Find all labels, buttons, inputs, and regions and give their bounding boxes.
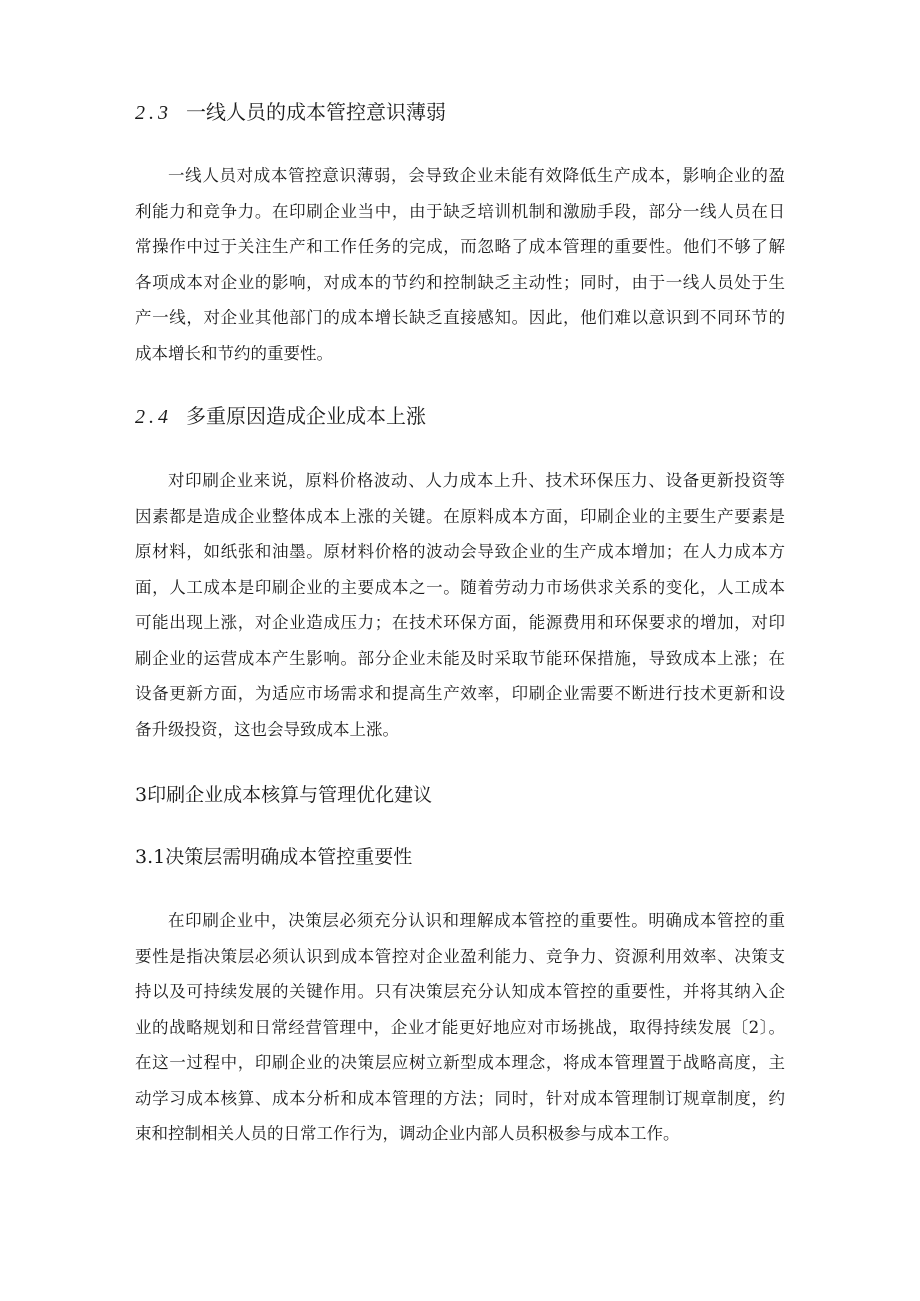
- section-title: 3.1决策层需明确成本管控重要性: [135, 846, 413, 868]
- text-line: 备升级投资，这也会导致成本上涨。: [135, 719, 399, 739]
- section-3-heading: [135, 781, 432, 809]
- text-line: 持以及可持续发展的关键作用。只有决策层充分认知成本管控的重要性，并将其纳入企: [135, 982, 785, 1001]
- text-line: 在这一过程中，印刷企业的决策层应树立新型成本理念，将成本管理置于战略高度，主: [135, 1053, 785, 1072]
- text-line: 可能出现上涨，对企业造成压力；在技术环保方面，能源费用和环保要求的增加，对印: [135, 613, 785, 632]
- section-number: 2.3: [135, 102, 172, 124]
- text-line: 各项成本对企业的影响，对成本的节约和控制缺乏主动性；同时，由于一线人员处于生: [135, 272, 785, 292]
- text-line: 动学习成本核算、成本分析和成本管理的方法；同时，针对成本管理制订规章制度，约: [135, 1088, 785, 1108]
- text-line: 设备更新方面，为适应市场需求和提高生产效率，印刷企业需要不断进行技术更新和设: [135, 684, 785, 703]
- text-line: 对印刷企业来说，原料价格波动、人力成本上升、技术环保压力、设备更新投资等: [168, 471, 785, 490]
- section-2-3-heading: [135, 98, 446, 127]
- text-line: 面，人工成本是印刷企业的主要成本之一。随着劳动力市场供求关系的变化，人工成本: [135, 577, 785, 597]
- section-title: 一线人员的成本管控意识薄弱: [186, 100, 446, 124]
- section-2-4-heading: [135, 402, 426, 431]
- text-line: 束和控制相关人员的日常工作行为，调动企业内部人员积极参与成本工作。: [135, 1124, 680, 1143]
- section-title: 3印刷企业成本核算与管理优化建议: [135, 784, 433, 806]
- section-3-1-paragraph: [135, 903, 785, 1152]
- section-2-4-paragraph: [135, 463, 785, 747]
- text-line: 在印刷企业中，决策层必须充分认识和理解成本管控的重要性。明确成本管控的重: [168, 911, 785, 930]
- section-3-1-heading: [135, 843, 412, 871]
- section-number: 2.4: [135, 406, 172, 428]
- section-2-3-paragraph: [135, 158, 785, 371]
- text-line: 原材料，如纸张和油墨。原材料价格的波动会导致企业的生产成本增加；在人力成本方: [135, 542, 785, 561]
- text-line: 要性是指决策层必须认识到成本管控对企业盈利能力、竞争力、资源利用效率、决策支: [135, 946, 785, 966]
- text-line: 成本增长和节约的重要性。: [135, 343, 333, 363]
- text-line: 刷企业的运营成本产生影响。部分企业未能及时采取节能环保措施，导致成本上涨；在: [135, 648, 785, 668]
- text-line: 产一线，对企业其他部门的成本增长缺乏直接感知。因此，他们难以意识到不同环节的: [135, 308, 785, 327]
- text-line: 一线人员对成本管控意识薄弱，会导致企业未能有效降低生产成本，影响企业的盈: [168, 166, 785, 185]
- section-title: 多重原因造成企业成本上涨: [186, 404, 426, 428]
- text-line: 常操作中过于关注生产和工作任务的完成，而忽略了成本管理的重要性。他们不够了解: [135, 237, 785, 256]
- text-line: 因素都是造成企业整体成本上涨的关键。在原料成本方面，印刷企业的主要生产要素是: [135, 506, 785, 526]
- text-line: 业的战略规划和日常经营管理中，企业才能更好地应对市场挑战，取得持续发展〔2〕。: [135, 1017, 785, 1037]
- text-line: 利能力和竞争力。在印刷企业当中，由于缺乏培训机制和激励手段，部分一线人员在日: [135, 201, 785, 221]
